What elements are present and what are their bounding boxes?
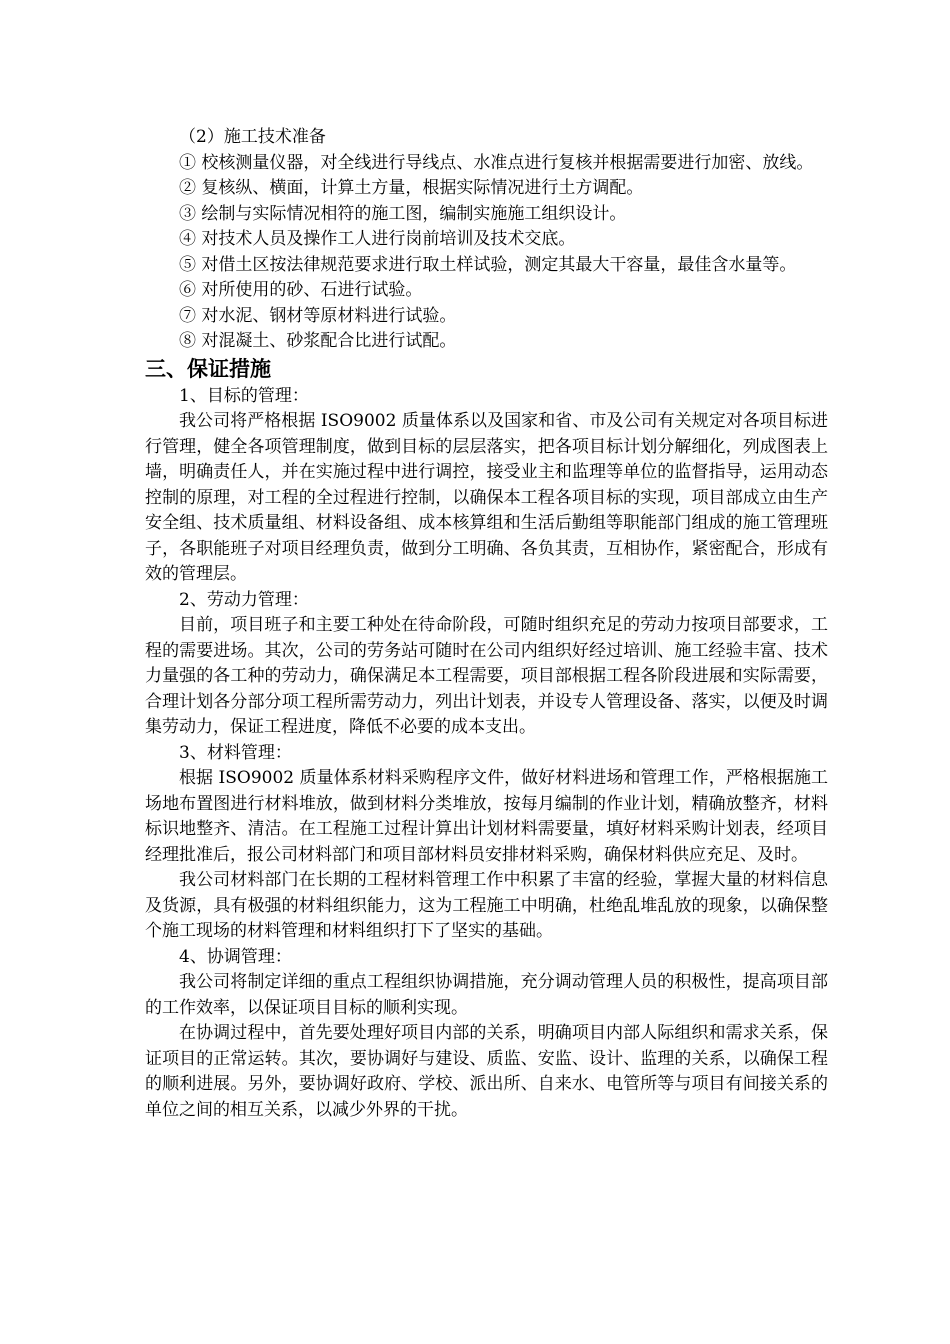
sub3-paragraph-1: 根据 ISO9002 质量体系材料采购程序文件，做好材料进场和管理工作，严格根据施工场地布置图进行材料堆放，做到材料分类堆放，按每月编制的作业计划，精确放整齐，材料标识地整齐、清洁。在工程施工过程计算出计划材料需要量，填好材料采购计划表，经项目经理批准后，报公司材料部门和项目部材料员安排材料采购，确保材料供应充足、及时。 — [145, 768, 828, 865]
document-page — [145, 125, 828, 1123]
prep-item-4: ④ 对技术人员及操作工人进行岗前培训及技术交底。 — [179, 229, 576, 249]
prep-item-7: ⑦ 对水泥、钢材等原材料进行试验。 — [179, 305, 457, 326]
sub4-title: 4、协调管理： — [179, 946, 292, 967]
sub1-paragraph-1: 我公司将严格根据 ISO9002 质量体系以及国家和省、市及公司有关规定对各项目标进行管理，健全各项管理制度，做到目标的层层落实，把各项目标计划分解细化，列成图表上墙，明确责任人，并在实施过程中进行调控，接受业主和监理等单位的监督指导，运用动态控制的原理，对工程的全过程进行控制，以确保本工程各项目标的实现，项目部成立由生产安全组、技术质量组、材料设备组、成本核算组和生活后勤组等职能部门组成的施工管理班子，各职能班子对项目经理负责，做到分工明确、各负其责，互相协作，紧密配合，形成有效的管理层。 — [145, 411, 828, 584]
prep-item-1: ① 校核测量仪器，对全线进行导线点、水准点进行复核并根据需要进行加密、放线。 — [179, 152, 814, 173]
prep-section-title: （2）施工技术准备 — [179, 127, 326, 147]
prep-item-3: ③ 绘制与实际情况相符的施工图，编制实施施工组织设计。 — [179, 203, 627, 224]
section-three-heading: 三、保证措施 — [145, 356, 271, 381]
prep-item-2: ② 复核纵、横面，计算土方量，根据实际情况进行土方调配。 — [179, 178, 644, 198]
sub2-paragraph-1: 目前，项目班子和主要工种处在待命阶段，可随时组织充足的劳动力按项目部要求，工程的需要进场。其次，公司的劳务站可随时在公司内组织好经过培训、施工经验丰富、技术力量强的各工种的劳动力，确保满足本工程需要，项目部根据工程各阶段进展和实际需要，合理计划各分部分项工程所需劳动力，列出计划表，并设专人管理设备、落实，以便及时调集劳动力，保证工程进度，降低不必要的成本支出。 — [145, 615, 828, 737]
sub4-paragraph-1: 我公司将制定详细的重点工程组织协调措施，充分调动管理人员的积极性，提高项目部的工作效率，以保证项目目标的顺利实现。 — [145, 972, 828, 1018]
prep-item-8: ⑧ 对混凝土、砂浆配合比进行试配。 — [179, 331, 457, 351]
sub1-title: 1、目标的管理： — [179, 385, 309, 406]
sub3-title: 3、材料管理： — [179, 742, 292, 763]
sub3-paragraph-2: 我公司材料部门在长期的工程材料管理工作中积累了丰富的经验，掌握大量的材料信息及货源，具有极强的材料组织能力，这为工程施工中明确，杜绝乱堆乱放的现象，以确保整个施工现场的材料管理和材料组织打下了坚实的基础。 — [145, 870, 828, 941]
prep-item-6: ⑥ 对所使用的砂、石进行试验。 — [179, 280, 423, 300]
sub4-paragraph-2: 在协调过程中，首先要处理好项目内部的关系，明确项目内部人际组织和需求关系，保证项目的正常运转。其次，要协调好与建设、质监、安监、设计、监理的关系，以确保工程的顺利进展。另外，要协调好政府、学校、派出所、自来水、电管所等与项目有间接关系的单位之间的相互关系，以减少外界的干扰。 — [145, 1023, 828, 1120]
prep-item-5: ⑤ 对借土区按法律规范要求进行取土样试验，测定其最大干容量，最佳含水量等。 — [179, 254, 797, 275]
sub2-title: 2、劳动力管理： — [179, 589, 309, 610]
